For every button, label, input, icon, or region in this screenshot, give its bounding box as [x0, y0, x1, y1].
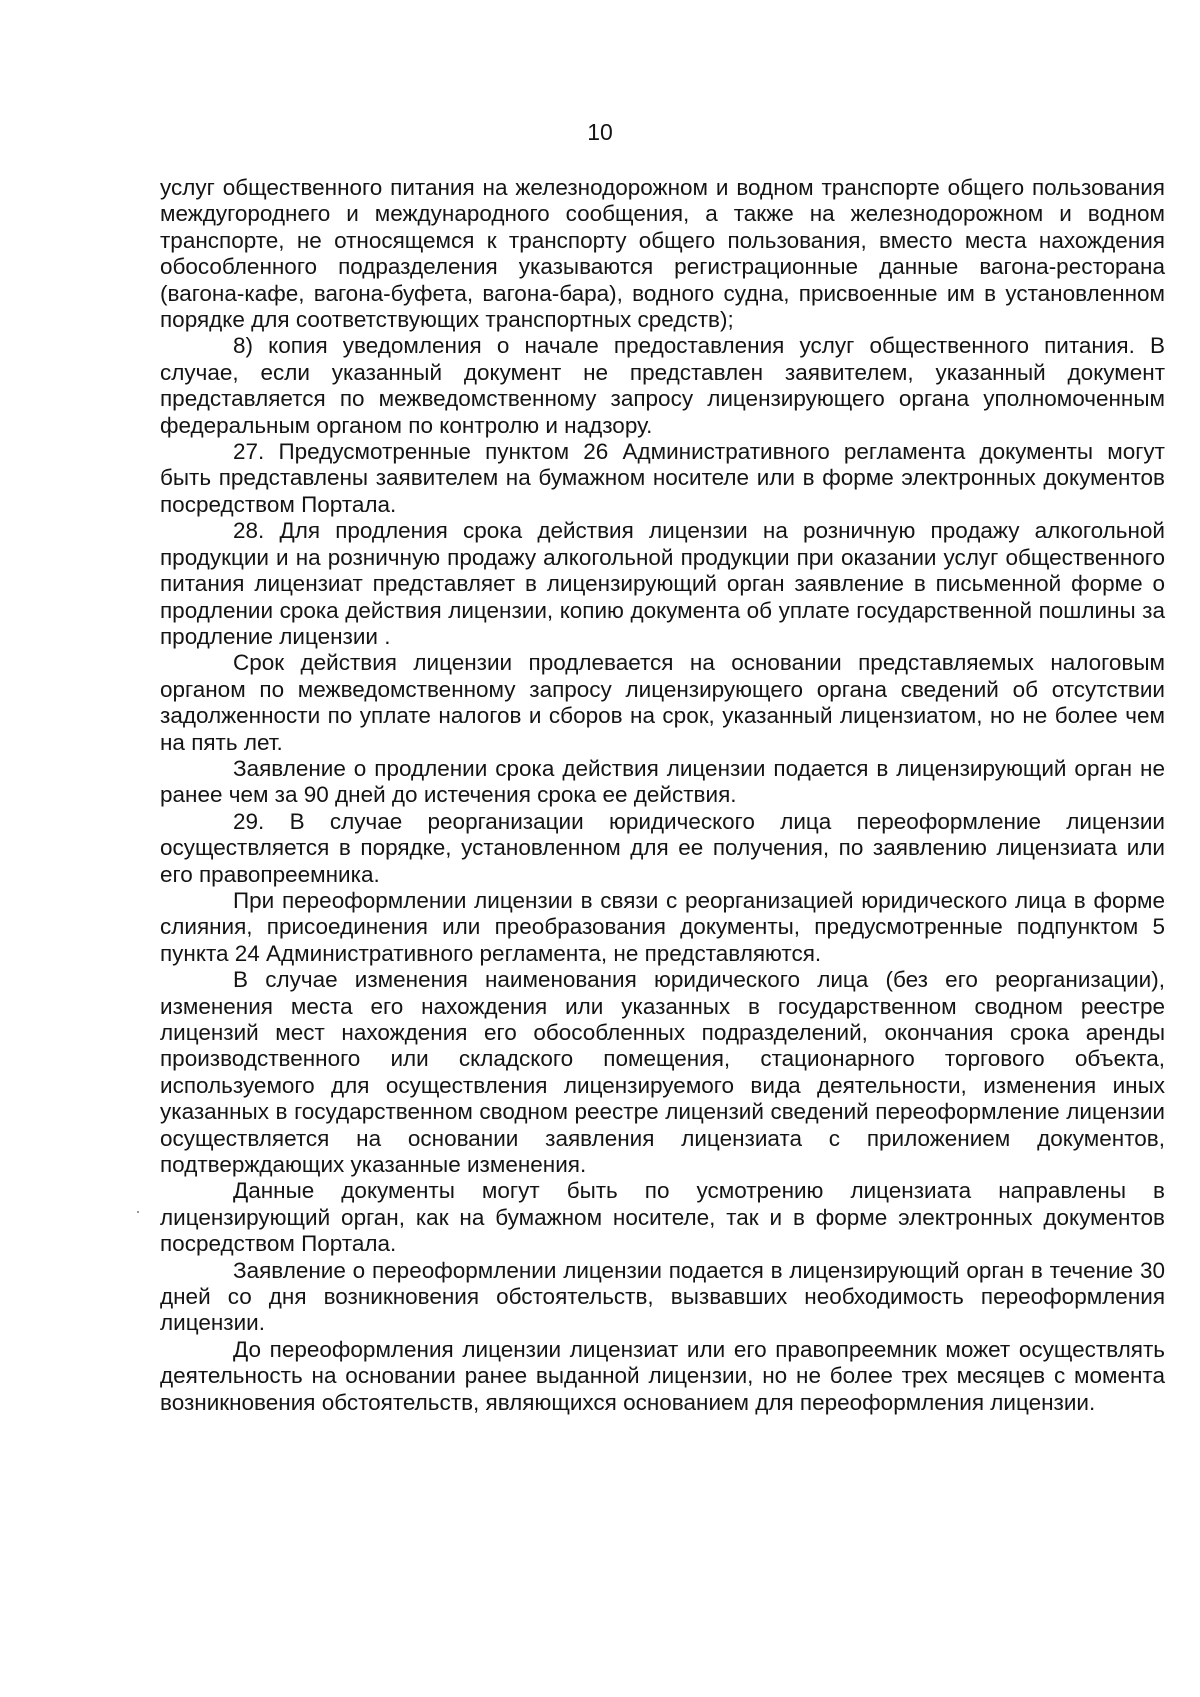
paragraph-activity-before-reissue: До переоформления лицензии лицензиат или его правопреемник может осуществлять деятельность на основании ранее выданной лицензии, но не более трех месяцев с момента возникновения обстоятельств, являющихся основанием для переоформления лицензии.	[160, 1336, 1165, 1415]
document-body	[160, 175, 1165, 1416]
paragraph-clause-27: 27. Предусмотренные пунктом 26 Административного регламента документы могут быть представлены заявителем на бумажном носителе или в форме электронных документов посредством Портала.	[160, 439, 1165, 517]
paragraph-item-8: 8) копия уведомления о начале предоставления услуг общественного питания. В случае, если указанный документ не представлен заявителем, указанный документ представляется по межведомственному запросу лицензирующего органа уполномоченным федеральным органом по контролю и надзору.	[160, 333, 1165, 438]
paragraph-extension-application: Заявление о продлении срока действия лицензии подается в лицензирующий орган не ранее чем за 90 дней до истечения срока ее действия.	[160, 755, 1165, 808]
paragraph-clause-29: 29. В случае реорганизации юридического лица переоформление лицензии осуществляется в порядке, установленном для ее получения, по заявлению лицензиата или его правопреемника.	[160, 808, 1165, 887]
paragraph-continuation: услуг общественного питания на железнодорожном и водном транспорте общего пользования междугороднего и международного сообщения, а также на железнодорожном и водном транспорте, не относящемся к транспорту общего пользования, вместо места нахождения обособленного подразделения указываются регистрационные данные вагона-ресторана (вагона-кафе, вагона-буфета, вагона-бара), водного судна, присвоенные им в установленном порядке для соответствующих транспортных средств);	[160, 175, 1165, 333]
paragraph-reissue-application: Заявление о переоформлении лицензии подается в лицензирующий орган в течение 30 дней со дня возникновения обстоятельств, вызвавших необходимость переоформления лицензии.	[160, 1257, 1165, 1336]
paragraph-term-extension: Срок действия лицензии продлевается на основании представляемых налоговым органом по межведомственному запросу лицензирующего органа сведений об отсутствии задолженности по уплате налогов и сборов на срок, указанный лицензиатом, но не более чем на пять лет.	[160, 650, 1165, 755]
paragraph-name-change: В случае изменения наименования юридического лица (без его реорганизации), изменения места его нахождения или указанных в государственном сводном реестре лицензий мест нахождения его обособленных подразделений, окончания срока аренды производственного или складского помещения, стационарного торгового объекта, используемого для осуществления лицензируемого вида деятельности, изменения иных указанных в государственном сводном реестре лицензий сведений переоформление лицензии осуществляется на основании заявления лицензиата с приложением документов, подтверждающих указанные изменения.	[160, 967, 1165, 1178]
paragraph-documents-submission: Данные документы могут быть по усмотрению лицензиата направлены в лицензирующий орган, как на бумажном носителе, так и в форме электронных документов посредством Портала.	[160, 1178, 1165, 1257]
paragraph-reorganization: При переоформлении лицензии в связи с реорганизацией юридического лица в форме слияния, присоединения или преобразования документы, предусмотренные подпунктом 5 пункта 24 Административного регламента, не представляются.	[160, 887, 1165, 966]
page-number: 10	[587, 119, 613, 145]
scan-speck	[137, 1211, 139, 1213]
paragraph-clause-28: 28. Для продления срока действия лицензии на розничную продажу алкогольной продукции и на розничную продажу алкогольной продукции при оказании услуг общественного питания лицензиат представляет в лицензирующий орган заявление в письменной форме о продлении срока действия лицензии, копию документа об уплате государственной пошлины за продление лицензии .	[160, 518, 1165, 649]
